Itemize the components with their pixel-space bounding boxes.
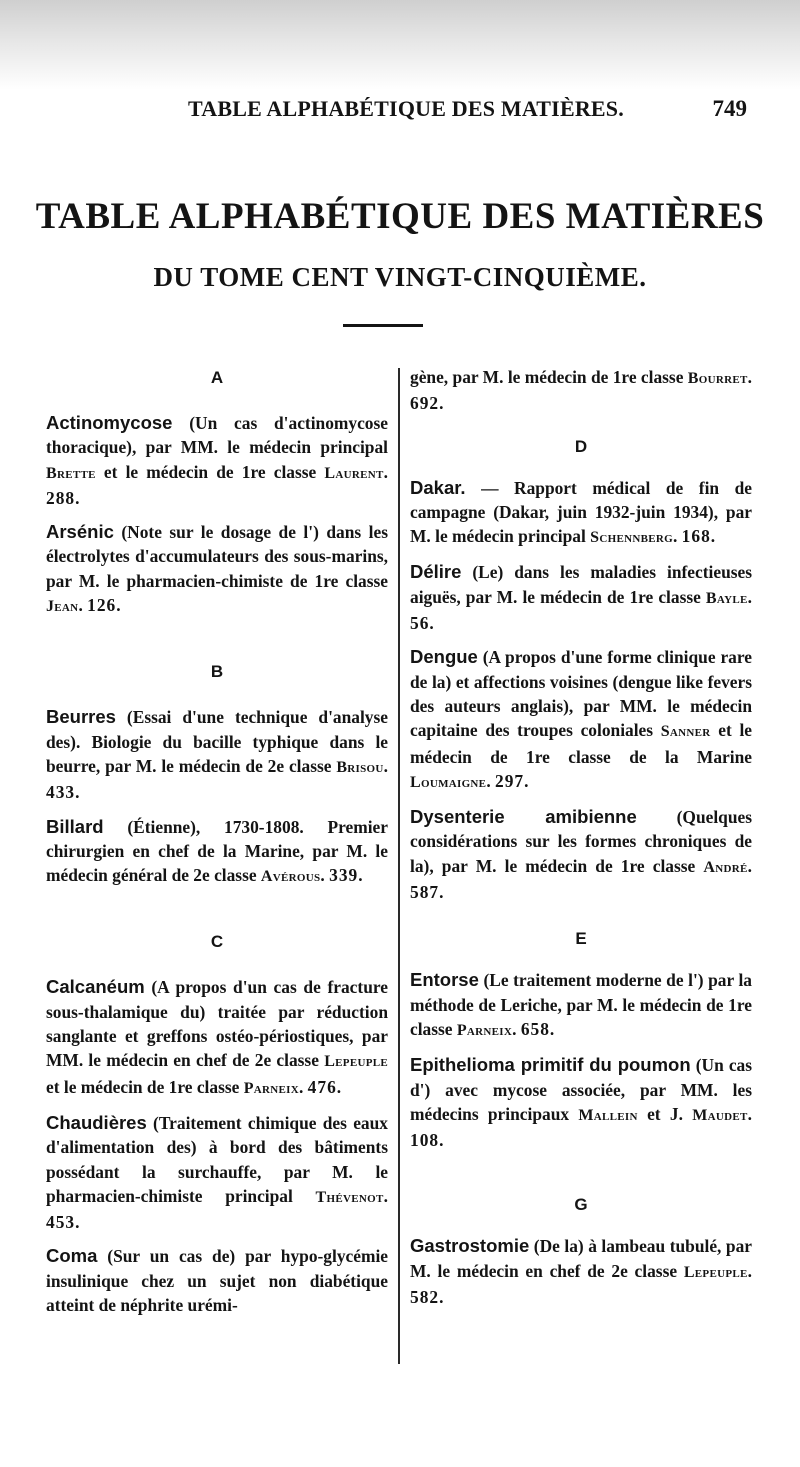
page-ref: 658.	[520, 1018, 556, 1039]
entry-text: .	[747, 855, 752, 876]
page-ref: 433.	[46, 782, 81, 803]
section-letter-g: G	[574, 1195, 588, 1215]
left-column	[46, 365, 388, 1317]
author-name: Bourret	[687, 370, 748, 387]
entry-head: Billard	[46, 815, 104, 837]
page-ref: 168.	[681, 526, 717, 547]
index-entry-epithelioma	[410, 1053, 752, 1152]
entry-text: .	[486, 770, 496, 791]
entry-head: Coma	[46, 1245, 98, 1267]
author-name: Parneix	[243, 1079, 299, 1097]
entry-text: (A propos d'une forme clinique rare de la) et affections voisines (dengue like fevers des auteurs anglais), par MM. le médecin capitaine des troupes coloniales	[410, 647, 752, 741]
entry-text: .	[672, 526, 682, 547]
author-name: Maudet	[692, 1106, 748, 1124]
section-letter-b: B	[210, 662, 224, 682]
page-ref: 582.	[410, 1287, 445, 1308]
author-name: Lepeuple	[683, 1263, 748, 1281]
page-ref: 297.	[495, 770, 530, 791]
author-name: Laurent	[324, 464, 384, 482]
author-name: Brisou	[336, 758, 384, 776]
entry-head: Dakar.	[410, 476, 466, 498]
author-name: Thévenot	[315, 1188, 384, 1206]
entry-text: (Le traitement moderne de l') par la méthode de Leriche, par M. le médecin de 1re classe	[410, 970, 752, 1039]
page-ref: 476.	[307, 1076, 343, 1097]
title-rule	[343, 324, 423, 327]
entry-text: .	[512, 1018, 521, 1039]
entry-text: (Un cas d'actinomycose thoracique), par MM. le médecin principal	[46, 413, 388, 458]
entry-text: — Rapport médical de fin de campagne (Dakar, juin 1932-juin 1934), par M. le médecin principal	[410, 477, 752, 547]
author-name: Mallein	[578, 1106, 638, 1124]
page-ref: 108.	[410, 1130, 445, 1151]
entry-text: .	[320, 865, 330, 886]
entry-text: (Quelques considérations sur les formes chroniques de la), par M. le médecin de 1re classe	[410, 807, 752, 876]
section-letter-a: A	[210, 368, 224, 387]
running-head	[0, 96, 800, 128]
page-number: 749	[712, 96, 747, 121]
entry-text: .	[747, 1103, 752, 1124]
entry-text: gène, par M. le médecin de 1re classe	[410, 367, 688, 387]
entry-head: Dysenterie amibienne	[410, 806, 637, 828]
entry-text: .	[383, 1185, 388, 1206]
entry-text: (Le) dans les maladies infectieuses aiguës, par M. le médecin de 1re classe	[410, 562, 752, 607]
entry-text: .	[747, 1260, 752, 1281]
page-title: TABLE ALPHABÉTIQUE DES MATIÈRES	[35, 196, 765, 237]
author-name: Avérous	[260, 868, 321, 886]
entry-head: Entorse	[410, 969, 479, 991]
page-ref: 587.	[410, 882, 445, 903]
entry-text: et J.	[637, 1103, 693, 1124]
index-entry-chaudieres	[46, 1111, 388, 1234]
entry-text: (Sur un cas de) par hypo-glycémie insulinique chez un sujet non diabétique atteint de néphrite urémi-	[46, 1246, 388, 1316]
page-ref: 126.	[87, 595, 122, 616]
entry-text: (Essai d'une technique d'analyse des). Biologie du bacille typhique dans le beurre, par M. le médecin de 2e classe	[46, 707, 388, 776]
section-letter-c: C	[210, 932, 224, 952]
column-divider	[398, 368, 400, 1364]
author-name: Bayle	[705, 589, 748, 607]
entry-head: Arsénic	[46, 521, 114, 543]
index-entry-dakar	[410, 476, 752, 551]
index-entry-gastrostomie	[410, 1234, 752, 1309]
entry-text: .	[298, 1076, 308, 1097]
author-name: Schennberg	[590, 529, 673, 547]
running-title: TABLE ALPHABÉTIQUE DES MATIÈRES.	[188, 96, 624, 121]
entry-head: Beurres	[46, 706, 116, 728]
entry-text: (De la) à lambeau tubulé, par M. le médecin en chef de 2e classe	[410, 1236, 752, 1281]
entry-head: Calcanéum	[46, 976, 145, 998]
section-letter-d: D	[574, 436, 588, 456]
entry-head: Epithelioma primitif du poumon	[410, 1054, 691, 1076]
section-letter-e: E	[575, 929, 587, 949]
entry-text: (Étienne), 1730-1808. Premier chirurgien en chef de la Marine, par M. le médecin général de 2e classe	[46, 816, 388, 886]
scan-shadow	[0, 0, 800, 90]
page-ref: 453.	[46, 1212, 81, 1233]
entry-head: Délire	[410, 561, 462, 583]
entry-text: .	[383, 461, 388, 482]
author-name: Jean	[46, 598, 79, 616]
entry-text: et le médecin de 1re classe	[46, 1076, 244, 1097]
index-entry-coma-continued	[410, 365, 752, 416]
entry-text: .	[78, 595, 88, 616]
author-name: Parneix	[456, 1021, 513, 1039]
index-entry-delire	[410, 560, 752, 635]
index-entry-dysenterie	[410, 805, 752, 904]
entry-head: Dengue	[410, 646, 478, 668]
author-name: Brette	[46, 464, 96, 482]
author-name: Lepeuple	[324, 1053, 388, 1071]
entry-text: .	[383, 755, 388, 776]
right-column	[410, 365, 752, 1309]
entry-head: Gastrostomie	[410, 1235, 530, 1257]
entry-text: et le médecin de 1re classe de la Marine	[410, 720, 752, 767]
index-entry-dengue	[410, 645, 752, 795]
author-name: André	[703, 858, 748, 876]
entry-text: (Traitement chimique des eaux d'alimentation des) à bord des bâtiments possédant la surchauffe, par M. le pharmacien-chimiste principal	[46, 1112, 388, 1206]
entry-head: Chaudières	[46, 1111, 147, 1133]
page-ref: 288.	[46, 487, 81, 508]
index-entry-beurres	[46, 705, 388, 804]
entry-text: .	[747, 367, 752, 387]
index-entry-arsenic	[46, 520, 388, 619]
page-ref: 692.	[410, 393, 445, 414]
entry-head: Actinomycose	[46, 412, 173, 433]
page-ref: 56.	[410, 613, 435, 634]
index-entry-actinomycose	[46, 411, 388, 510]
index-entry-billard	[46, 815, 388, 890]
entry-text: (Note sur le dosage de l') dans les électrolytes d'accumulateurs des sous-marins, par M. le pharmacien-chimiste de 1re classe	[46, 522, 388, 591]
index-entry-coma	[46, 1244, 388, 1317]
index-entry-calcaneum	[46, 975, 388, 1100]
author-name: Loumaigne	[410, 773, 487, 791]
page-subtitle: DU TOME CENT VINGT-CINQUIÈME.	[153, 262, 647, 292]
index-entry-entorse	[410, 968, 752, 1043]
entry-text: et le médecin de 1re classe	[95, 461, 325, 482]
entry-text: (A propos d'un cas de fracture sous-thalamique du) traitée par réduction sanglante et greffons ostéo-périostiques, par MM. le médecin en chef de 2e classe	[46, 977, 388, 1071]
entry-text: (Un cas d') avec mycose associée, par MM. les médecins principaux	[410, 1055, 753, 1124]
page-ref: 339.	[329, 865, 364, 886]
entry-text: .	[747, 586, 752, 607]
author-name: Sanner	[660, 723, 711, 741]
